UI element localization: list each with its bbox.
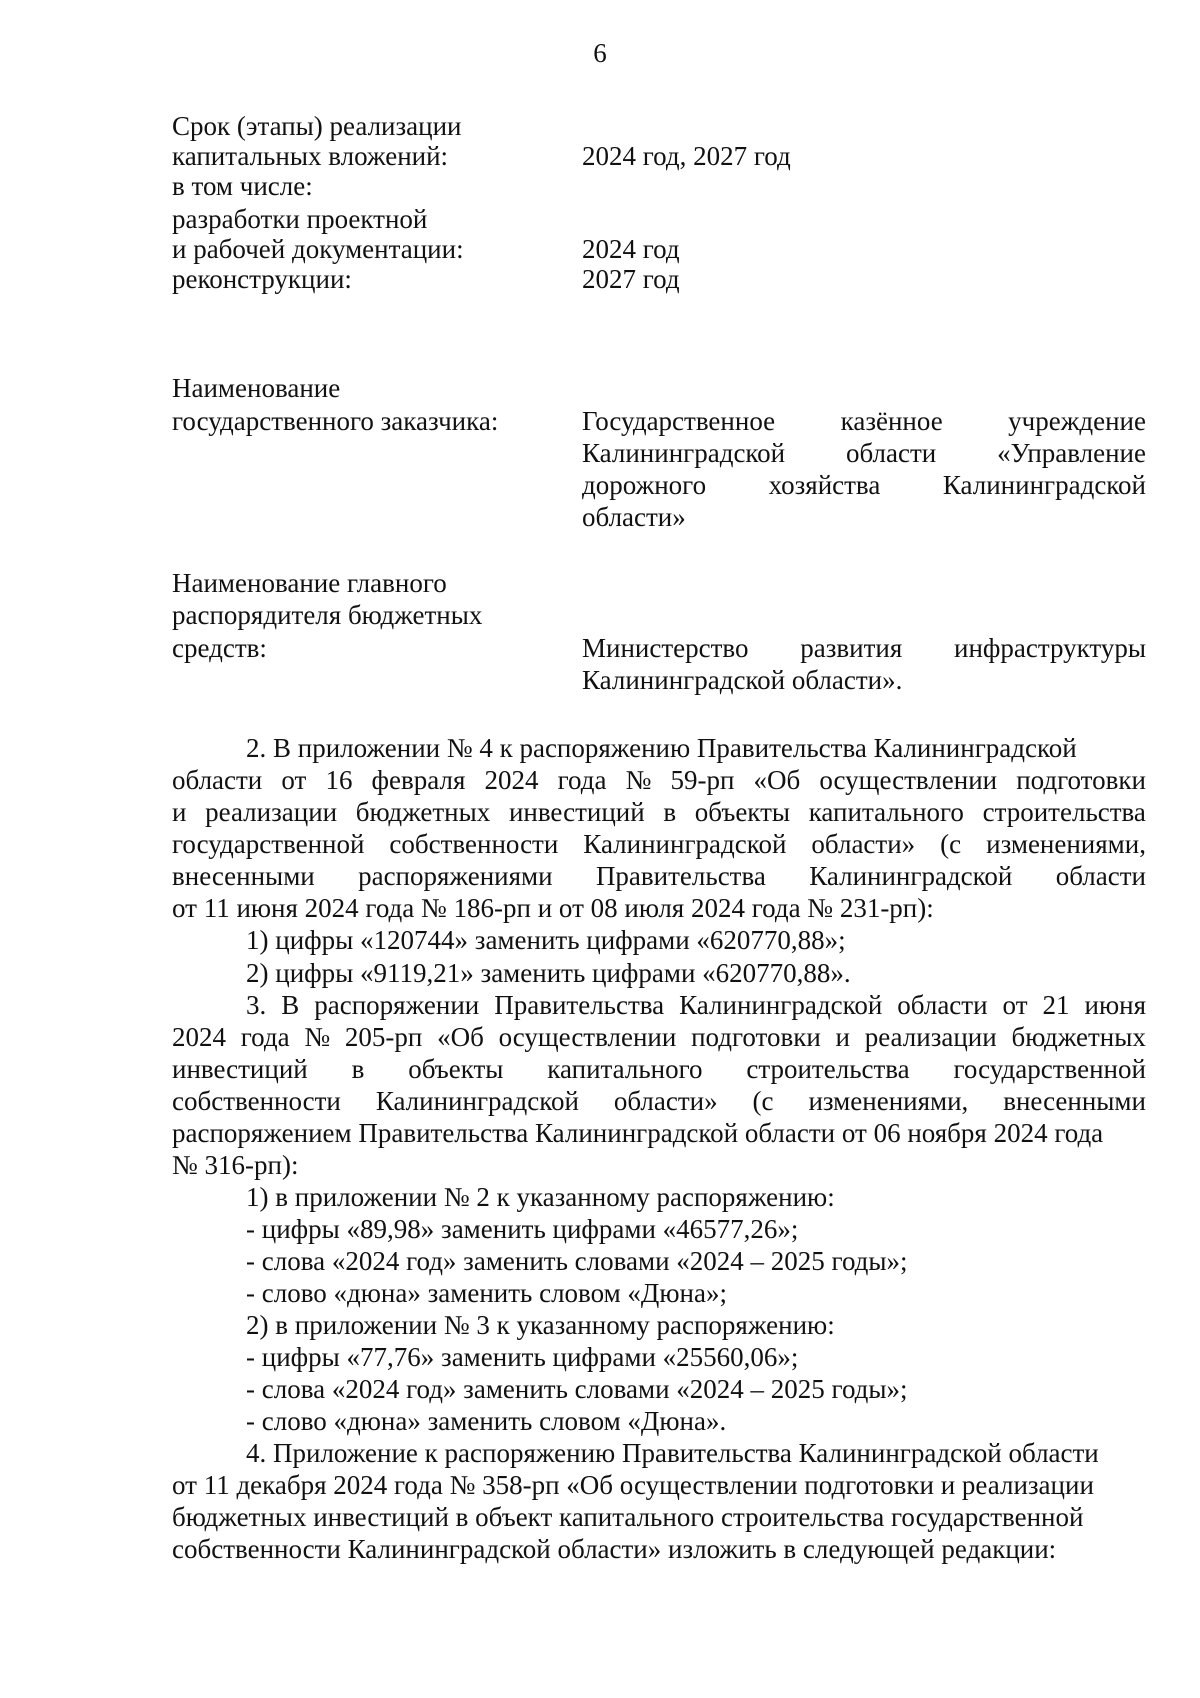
word: подготовки [1016, 765, 1146, 795]
customer-label-line-1: Наименование [172, 373, 341, 403]
word: июня [1084, 990, 1146, 1020]
word: собственности [389, 829, 559, 859]
p3-subitem-2-dash-1: - цифры «77,76» заменить цифрами «25560,06»; [246, 1342, 799, 1372]
word: (с [752, 1086, 774, 1116]
p4-line-4: собственности Калининградской области» изложить в следующей редакции: [172, 1534, 1057, 1564]
word: инфраструктуры [954, 633, 1146, 663]
word: развития [800, 633, 903, 663]
word: осуществлении [498, 1022, 677, 1052]
word: инвестиций [508, 797, 645, 827]
term-label-line-4: разработки проектной [172, 204, 428, 234]
word: области [172, 765, 263, 795]
word: области [845, 438, 937, 468]
word: объекты [694, 797, 791, 827]
p2-item-2: 2) цифры «9119,21» заменить цифрами «620770,88». [246, 958, 851, 988]
word: Калининградской [679, 990, 883, 1020]
word: государственной [953, 1054, 1146, 1084]
word: Правительства [595, 861, 766, 891]
word: года [240, 1022, 290, 1052]
word: 205-рп [344, 1022, 423, 1052]
word: капитального [547, 1054, 703, 1084]
word: 2024 [172, 1022, 226, 1052]
p4-line-1: 4. Приложение к распоряжению Правительства Калининградской области [246, 1438, 1099, 1468]
word: 16 [325, 765, 353, 795]
p2-line-2 [172, 767, 1146, 794]
manager-value-line-2: Калининградской области». [582, 665, 903, 695]
p2-line-3 [172, 799, 1146, 826]
manager-value-line-1 [582, 635, 1146, 662]
word: учреждение [1008, 406, 1146, 436]
word: собственности [172, 1086, 341, 1116]
word: Калининградской [942, 470, 1146, 500]
customer-value-line-3 [582, 472, 1146, 499]
word: реализации [205, 797, 338, 827]
word: от [1002, 990, 1028, 1020]
p4-line-2: от 11 декабря 2024 года № 358-рп «Об осуществлении подготовки и реализации [172, 1470, 1094, 1500]
word: Государственное [582, 406, 776, 436]
term-label-line-6: реконструкции: [172, 264, 352, 294]
word: объекты [408, 1054, 504, 1084]
word: от [281, 765, 307, 795]
word: бюджетных [355, 797, 491, 827]
word: «Об [437, 1022, 484, 1052]
word: внесенными [1003, 1086, 1146, 1116]
word: в [351, 1054, 365, 1084]
word: области» [811, 829, 916, 859]
word: Калининградской [583, 829, 787, 859]
p3-line-3 [172, 1056, 1146, 1083]
word: дорожного [582, 470, 707, 500]
word: внесенными [172, 861, 315, 891]
word: области [1055, 861, 1146, 891]
word: № [625, 765, 652, 795]
word: года [557, 765, 607, 795]
term-value-total: 2024 год, 2027 год [582, 141, 791, 171]
word: В [281, 990, 300, 1020]
word: изменениями, [986, 829, 1146, 859]
term-label-line-2: капитальных вложений: [172, 141, 449, 171]
page-number: 6 [593, 38, 607, 68]
word: 59-рп [670, 765, 735, 795]
word: осуществлении [819, 765, 998, 795]
p2-line-5 [172, 863, 1146, 890]
customer-value-line-4: области» [582, 502, 686, 532]
word: подготовки [691, 1022, 821, 1052]
term-value-reconstruction: 2027 год [582, 264, 680, 294]
manager-label-line-3: средств: [172, 633, 267, 663]
customer-label-line-2: государственного заказчика: [172, 406, 499, 436]
p2-line-6: от 11 июня 2024 года № 186-рп и от 08 июля 2024 года № 231-рп): [172, 893, 934, 923]
word: Калининградской [582, 438, 786, 468]
p3-subitem-2: 2) в приложении № 3 к указанному распоряжению: [246, 1310, 835, 1340]
term-label-line-5: и рабочей документации: [172, 234, 464, 264]
customer-value-line-1 [582, 408, 1146, 435]
manager-label-line-1: Наименование главного [172, 568, 447, 598]
word: и [172, 797, 187, 827]
word: области [897, 990, 988, 1020]
word: Калининградской [375, 1086, 579, 1116]
p3-subitem-1-dash-2: - слова «2024 год» заменить словами «2024 – 2025 годы»; [246, 1246, 908, 1276]
word: бюджетных [1011, 1022, 1146, 1052]
word: капитального [808, 797, 964, 827]
customer-value-line-2 [582, 440, 1146, 467]
p3-line-6: № 316-рп): [172, 1150, 299, 1180]
p3-line-4 [172, 1088, 1146, 1115]
word: реализации [864, 1022, 997, 1052]
p3-subitem-2-dash-2: - слова «2024 год» заменить словами «2024 – 2025 годы»; [246, 1374, 908, 1404]
p3-line-5: распоряжением Правительства Калининградской области от 06 ноября 2024 года [172, 1118, 1104, 1148]
p3-subitem-1: 1) в приложении № 2 к указанному распоряжению: [246, 1182, 835, 1212]
word: № [304, 1022, 331, 1052]
p2-line-1: 2. В приложении № 4 к распоряжению Правительства Калининградской [246, 733, 1077, 763]
manager-label-line-2: распорядителя бюджетных [172, 600, 483, 630]
word: 21 [1042, 990, 1070, 1020]
word: «Об [753, 765, 801, 795]
word: распоряжении [314, 990, 480, 1020]
word: строительства [746, 1054, 910, 1084]
word: (с [940, 829, 962, 859]
word: 2024 [484, 765, 539, 795]
p4-line-3: бюджетных инвестиций в объект капитального строительства государственной [172, 1502, 1084, 1532]
word: и [835, 1022, 850, 1052]
term-label-line-3: в том числе: [172, 171, 313, 201]
word: 3. [246, 990, 267, 1020]
word: февраля [371, 765, 466, 795]
p2-item-1: 1) цифры «120744» заменить цифрами «620770,88»; [246, 925, 846, 955]
term-value-design: 2024 год [582, 234, 680, 264]
word: Министерство [582, 633, 749, 663]
word: области» [613, 1086, 718, 1116]
p2-line-4 [172, 831, 1146, 858]
word: хозяйства [768, 470, 881, 500]
word: казённое [840, 406, 943, 436]
word: изменениями, [808, 1086, 969, 1116]
word: инвестиций [172, 1054, 308, 1084]
p3-subitem-2-dash-3: - слово «дюна» заменить словом «Дюна». [246, 1406, 727, 1436]
p3-subitem-1-dash-1: - цифры «89,98» заменить цифрами «46577,26»; [246, 1214, 799, 1244]
p3-subitem-1-dash-3: - слово «дюна» заменить словом «Дюна»; [246, 1278, 727, 1308]
word: Калининградской [809, 861, 1013, 891]
p3-line-1 [246, 992, 1146, 1019]
p3-line-2 [172, 1024, 1146, 1051]
word: распоряжениями [358, 861, 553, 891]
word: государственной [172, 829, 365, 859]
word: строительства [982, 797, 1146, 827]
word: «Управление [997, 438, 1146, 468]
word: в [663, 797, 677, 827]
term-label-line-1: Срок (этапы) реализации [172, 111, 462, 141]
word: Правительства [494, 990, 665, 1020]
